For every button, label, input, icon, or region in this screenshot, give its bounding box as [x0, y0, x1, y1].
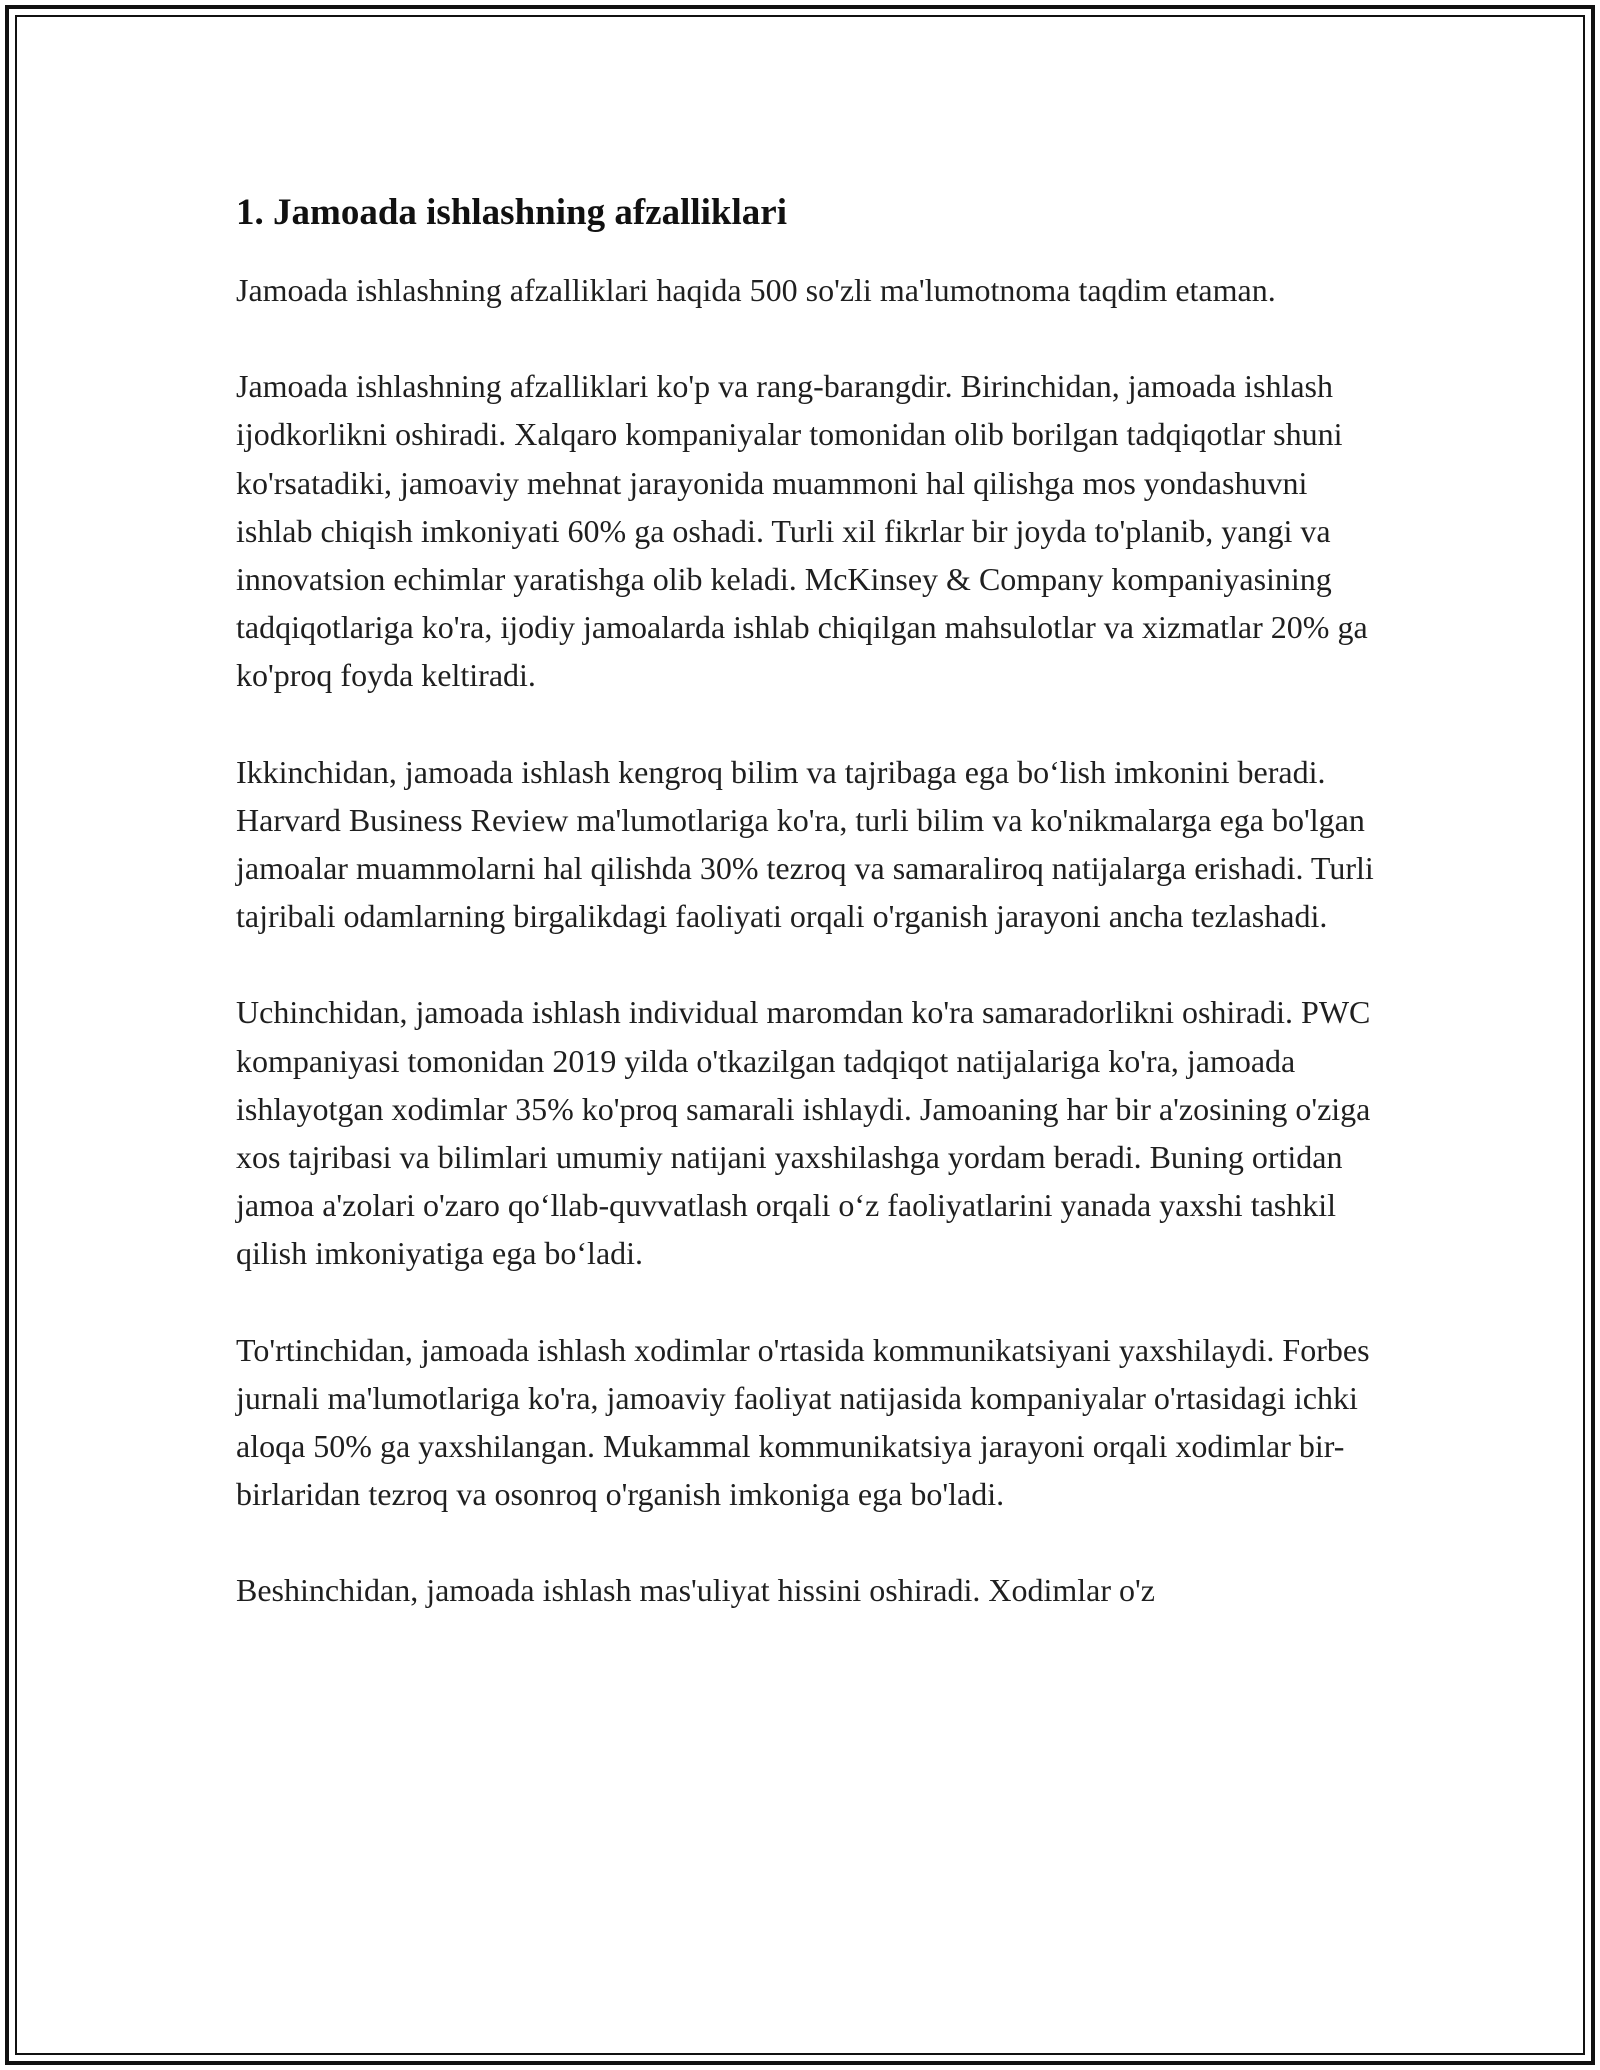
paragraph-third-advantage: Uchinchidan, jamoada ishlash individual maromdan ko'ra samaradorlikni oshiradi. PWC kompaniyasi tomonidan 2019 yilda o'tkazilgan tadqiqot natijalariga ko'ra, jamoada ishlayotgan xodimlar 35% ko'proq samarali ishlaydi. Jamoaning har bir a'zosining o'ziga xos tajribasi va bilimlari umumiy natijani yaxshilashga yordam beradi. Buning ortidan jamoa a'zolari o'zaro qoʻllab-quvvatlash orqali oʻz faoliyatlarini yanada yaxshi tashkil qilish imkoniyatiga ega boʻladi. — [236, 994, 1371, 1272]
paragraph-first-advantage: Jamoada ishlashning afzalliklari ko'p va rang-barangdir. Birinchidan, jamoada ishlash ijodkorlikni oshiradi. Xalqaro kompaniyalar tomonidan olib borilgan tadqiqotlar shuni ko'rsatadiki, jamoaviy mehnat jarayonida muammoni hal qilishga mos yondashuvni ishlab chiqish imkoniyati 60% ga oshadi. Turli xil fikrlar bir joyda to'planib, yangi va innovatsion echimlar yaratishga olib keladi. McKinsey & Company kompaniyasining tadqiqotlariga ko'ra, ijodiy jamoalarda ishlab chiqilgan mahsulotlar va xizmatlar 20% ga ko'proq foyda keltiradi. — [236, 368, 1368, 694]
paragraph-fourth-advantage: To'rtinchidan, jamoada ishlash xodimlar o'rtasida kommunikatsiyani yaxshilaydi. Forbes jurnali ma'lumotlariga ko'ra, jamoaviy faoliyat natijasida kompaniyalar o'rtasidagi ichki aloqa 50% ga yaxshilangan. Mukammal kommunikatsiya jarayoni orqali xodimlar bir-birlaridan tezroq va osonroq o'rganish imkoniga ega bo'ladi. — [236, 1331, 1370, 1513]
document-body — [236, 188, 1376, 1663]
paragraph-fifth-advantage: Beshinchidan, jamoada ishlash mas'uliyat hissini oshiradi. Xodimlar o'z — [236, 1572, 1155, 1609]
paragraph-intro: Jamoada ishlashning afzalliklari haqida 500 so'zli ma'lumotnoma taqdim etaman. — [236, 272, 1276, 308]
paragraph-second-advantage: Ikkinchidan, jamoada ishlash kengroq bilim va tajribaga ega boʻlish imkonini beradi. Harvard Business Review ma'lumotlariga ko'ra, turli bilim va ko'nikmalarga ega bo'lgan jamoalar muammolarni hal qilishda 30% tezroq va samaraliroq natijalarga erishadi. Turli tajribali odamlarning birgalikdagi faoliyati orqali o'rganish jarayoni ancha tezlashadi. — [236, 753, 1374, 935]
section-heading: 1. Jamoada ishlashning afzalliklari — [236, 192, 787, 233]
